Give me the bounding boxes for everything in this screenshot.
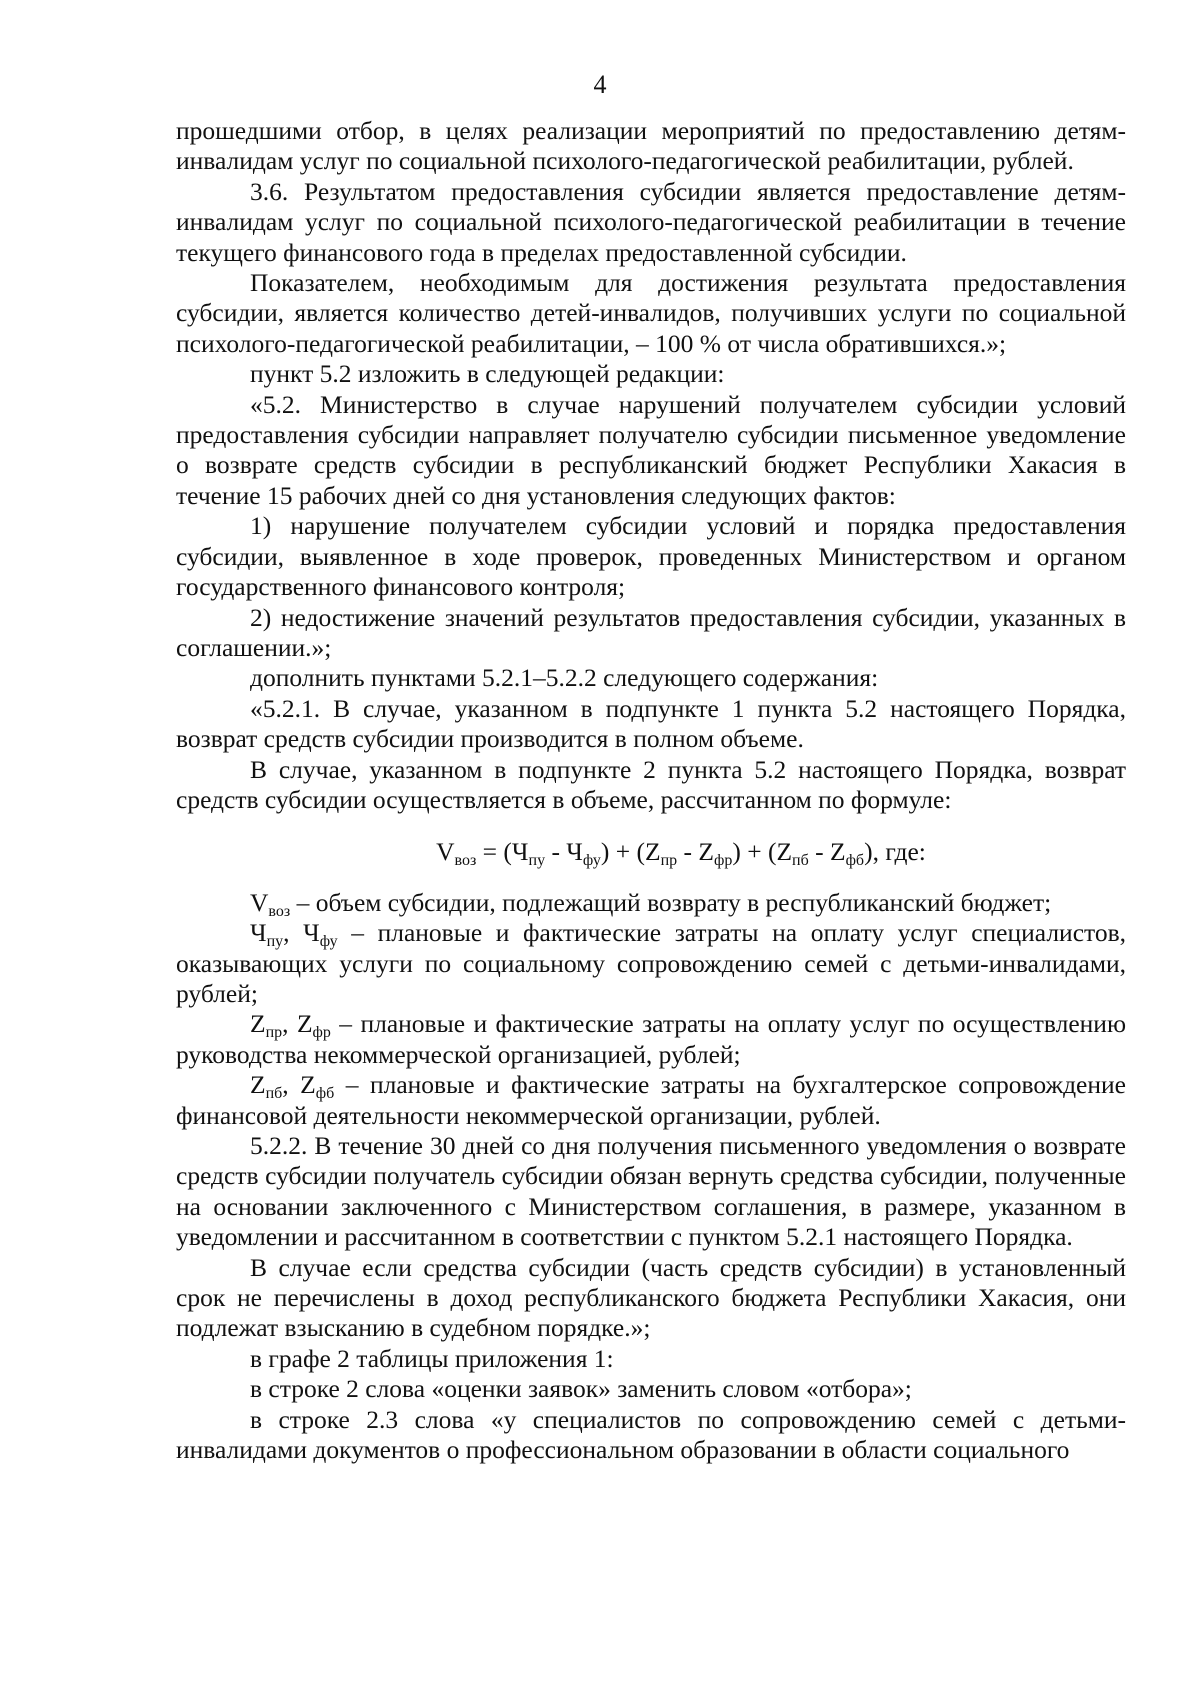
formula-definition: $V_{воз}$ – объем субсидии, подлежащий возврату в республиканский бюджет; xyxy=(250,887,1052,920)
paragraph: в графе 2 таблицы приложения 1: xyxy=(250,1343,614,1373)
paragraph: дополнить пунктами 5.2.1–5.2.2 следующего содержания: xyxy=(250,663,879,693)
formula-definition: $Z_{пр}$, $Z_{фр}$ – плановые и фактические затраты на оплату услуг по осуществлению руководства некоммерческой организацией, рублей; xyxy=(176,1009,1127,1069)
paragraph: пункт 5.2 изложить в следующей редакции: xyxy=(250,359,725,389)
paragraph: «5.2.1. В случае, указанном в подпункте 1 пункта 5.2 настоящего Порядка, возврат средств субсидии производится в полном объеме. xyxy=(176,693,1126,754)
paragraph: 1) нарушение получателем субсидии условий и порядка предоставления субсидии, выявленное в ходе проверок, проведенных Министерством и органом государственного финансового контроля; xyxy=(176,511,1126,602)
formula-definition: $Ч_{пу}$, $Ч_{фу}$ – плановые и фактические затраты на оплату услуг специалистов, оказывающих услуги по социальному сопровождению семей с детьми-инвалидами, рублей; xyxy=(176,918,1126,1008)
paragraph: в строке 2.3 слова «у специалистов по сопровождению семей с детьми-инвалидами документов о профессиональном образовании в области социального xyxy=(176,1404,1126,1465)
refund-formula: $V_{воз} = (Ч_{пу} - Ч_{фу}) + (Z_{пр} - Z_{фр}) + (Z_{пб} - Z_{фб})$, где: xyxy=(436,837,926,870)
document-body xyxy=(176,116,1126,1465)
page-number: 4 xyxy=(593,70,607,99)
paragraph: прошедшими отбор, в целях реализации мероприятий по предоставлению детям-инвалидам услуг по социальной психолого-педагогической реабилитации, рублей. xyxy=(176,116,1126,176)
paragraph: «5.2. Министерство в случае нарушений получателем субсидии условий предоставления субсидии направляет получателю субсидии письменное уведомление о возврате средств субсидии в республиканский бюджет Республики Хакасия в течение 15 рабочих дней со дня установления следующих фактов: xyxy=(176,389,1126,510)
paragraph: в строке 2 слова «оценки заявок» заменить словом «отбора»; xyxy=(250,1374,912,1404)
paragraph: 5.2.2. В течение 30 дней со дня получения письменного уведомления о возврате средств субсидии получатель субсидии обязан вернуть средства субсидии, полученные на основании заключенного с Министерством соглашения, в размере, указанном в уведомлении и рассчитанном в соответствии с пунктом 5.2.1 настоящего Порядка. xyxy=(176,1131,1126,1252)
paragraph: 2) недостижение значений результатов предоставления субсидии, указанных в соглашении.»; xyxy=(176,602,1126,662)
paragraph: В случае если средства субсидии (часть средств субсидии) в установленный срок не перечислены в доход республиканского бюджета Республики Хакасия, они подлежат взысканию в судебном порядке.»; xyxy=(176,1252,1126,1343)
paragraph: 3.6. Результатом предоставления субсидии является предоставление детям-инвалидам услуг по социальной психолого-педагогической реабилитации в течение текущего финансового года в пределах предоставленной субсидии. xyxy=(176,176,1126,267)
paragraph: В случае, указанном в подпункте 2 пункта 5.2 настоящего Порядка, возврат средств субсидии осуществляется в объеме, рассчитанном по формуле: xyxy=(176,754,1126,814)
paragraph: Показателем, необходимым для достижения результата предоставления субсидии, является количество детей-инвалидов, получивших услуги по социальной психолого-педагогической реабилитации, – 100 % от числа обратившихся.»; xyxy=(176,268,1126,358)
formula-definition: $Z_{пб}$, $Z_{фб}$ – плановые и фактические затраты на бухгалтерское сопровождение финансовой деятельности некоммерческой организации, рублей. xyxy=(176,1070,1126,1130)
